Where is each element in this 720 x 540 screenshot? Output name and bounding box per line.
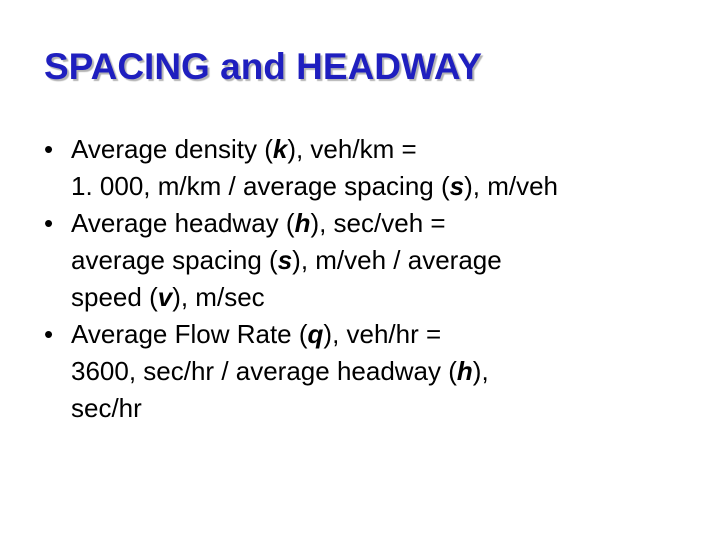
text-segment: sec/hr [71,393,142,423]
text-segment: ), m/veh / average [292,245,502,275]
bullet-dot: • [44,319,54,349]
text-segment: ), [472,356,489,386]
bullet-item-flow-rate [0,316,720,427]
bullet-line [71,205,720,242]
bullet-item-density [0,131,720,205]
text-segment: 3600, sec/hr / average headway ( [71,356,457,386]
bullet-line [71,279,720,316]
text-segment: ), sec/veh = [310,208,446,238]
bullet-line [71,390,720,427]
variable-q: q [307,319,324,349]
text-segment: Average Flow Rate ( [71,319,308,349]
variable-k: k [272,134,288,164]
variable-s: s [277,245,293,275]
bullet-line [71,168,720,205]
text-segment: speed ( [71,282,158,312]
bullet-line [71,242,720,279]
bullet-dot: • [44,208,54,238]
text-segment: ), veh/km = [287,134,417,164]
bullet-list [0,131,720,427]
text-segment: 1. 000, m/km / average spacing ( [71,171,450,201]
bullet-dot: • [44,134,54,164]
variable-h: h [294,208,311,238]
text-segment: Average density ( [71,134,273,164]
variable-s: s [449,171,465,201]
text-segment: ), m/sec [172,282,265,312]
text-segment: average spacing ( [71,245,278,275]
bullet-item-headway [0,205,720,316]
text-segment: ), veh/hr = [323,319,442,349]
bullet-line [71,316,720,353]
slide-title: SPACING and HEADWAY [44,46,482,87]
text-segment: Average headway ( [71,208,295,238]
text-segment: ), m/veh [464,171,559,201]
variable-v: v [157,282,173,312]
bullet-line [71,131,720,168]
bullet-line [71,353,720,390]
variable-h: h [456,356,473,386]
